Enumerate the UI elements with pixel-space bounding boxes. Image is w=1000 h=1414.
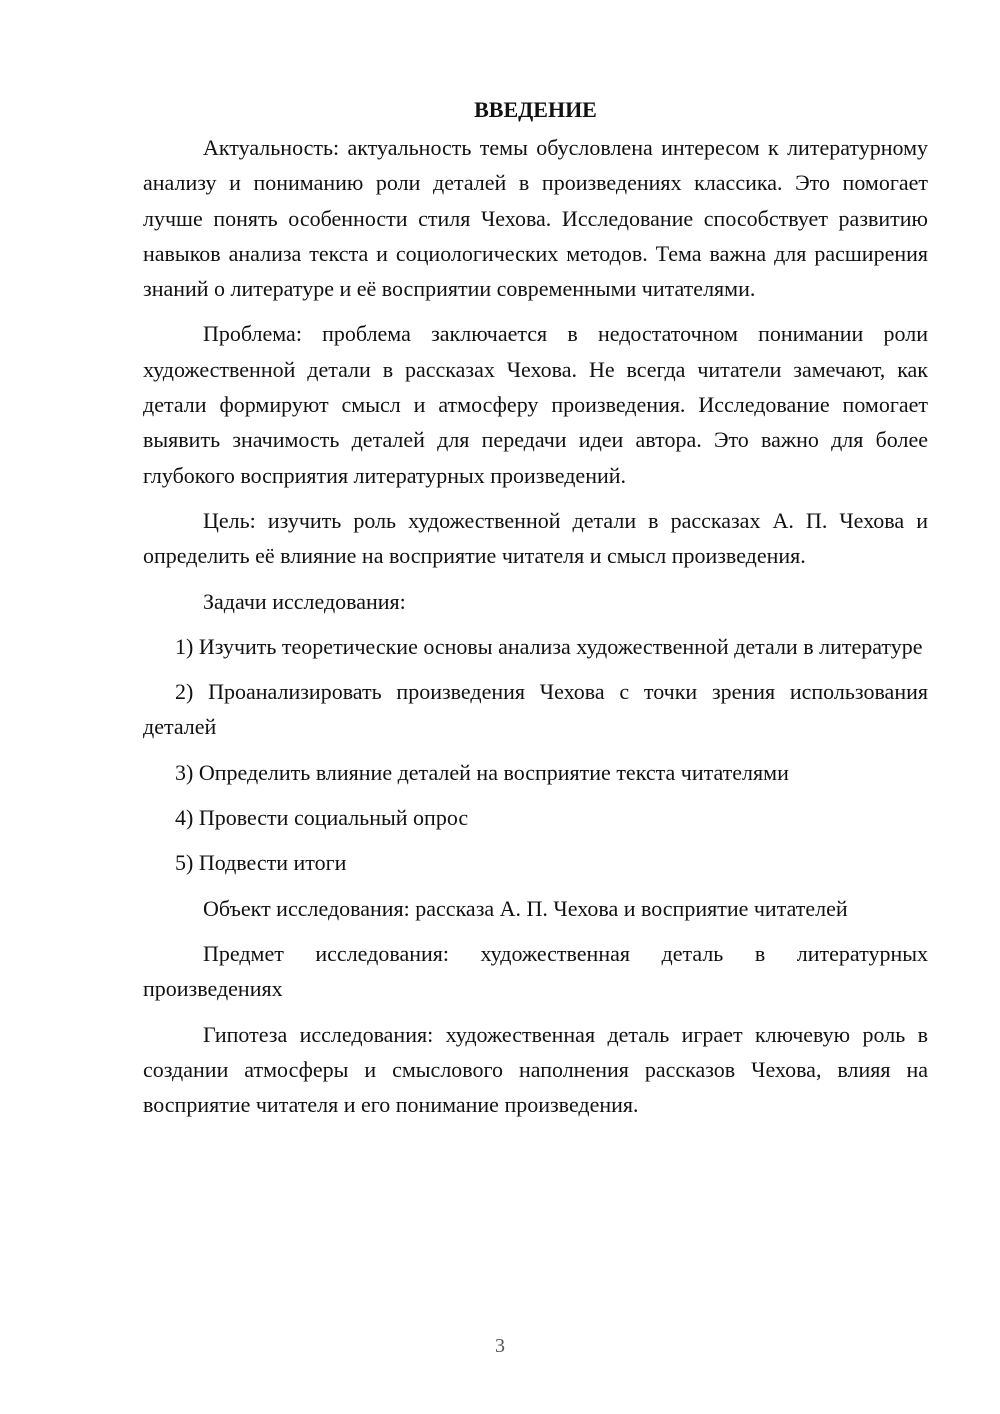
problem-paragraph: Проблема: проблема заключается в недостаточном понимании роли художественной детали в рассказах Чехова. Не всегда читатели замечают, как детали формируют смысл и атмосферу произведения. Исследование помогает выявить значимость деталей для передачи идеи автора. Это важно для более глубокого восприятия литературных произведений. [143,321,928,488]
task-item-1: 1) Изучить теоретические основы анализа художественной детали в литературе [175,633,923,659]
page-number: 3 [495,1335,505,1357]
goal-paragraph: Цель: изучить роль художественной детали в рассказах А. П. Чехова и определить её влияние на восприятие читателя и смысл произведения. [143,507,928,569]
section-title: ВВЕДЕНИЕ [474,97,597,122]
object-paragraph: Объект исследования: рассказа А. П. Чехова и восприятие читателей [203,895,848,921]
task-item-5: 5) Подвести итоги [175,850,347,876]
task-item-2: 2) Проанализировать произведения Чехова с точки зрения использования деталей [143,679,928,740]
tasks-heading: Задачи исследования: [203,588,406,614]
task-item-3: 3) Определить влияние деталей на восприятие текста читателями [175,759,789,785]
task-item-4: 4) Провести социальный опрос [175,805,469,831]
document-page [143,92,928,1122]
subject-paragraph: Предмет исследования: художественная деталь в литературных произведениях [143,940,928,1002]
hypothesis-paragraph: Гипотеза исследования: художественная деталь играет ключевую роль в создании атмосферы и смыслового наполнения рассказов Чехова, влияя на восприятие читателя и его понимание произведения. [143,1021,928,1118]
relevance-paragraph: Актуальность: актуальность темы обусловлена интересом к литературному анализу и пониманию роли деталей в произведениях классика. Это помогает лучше понять особенности стиля Чехова. Исследование способствует развитию навыков анализа текста и социологических методов. Тема важна для расширения знаний о литературе и её восприятии современными читателями. [143,135,928,302]
